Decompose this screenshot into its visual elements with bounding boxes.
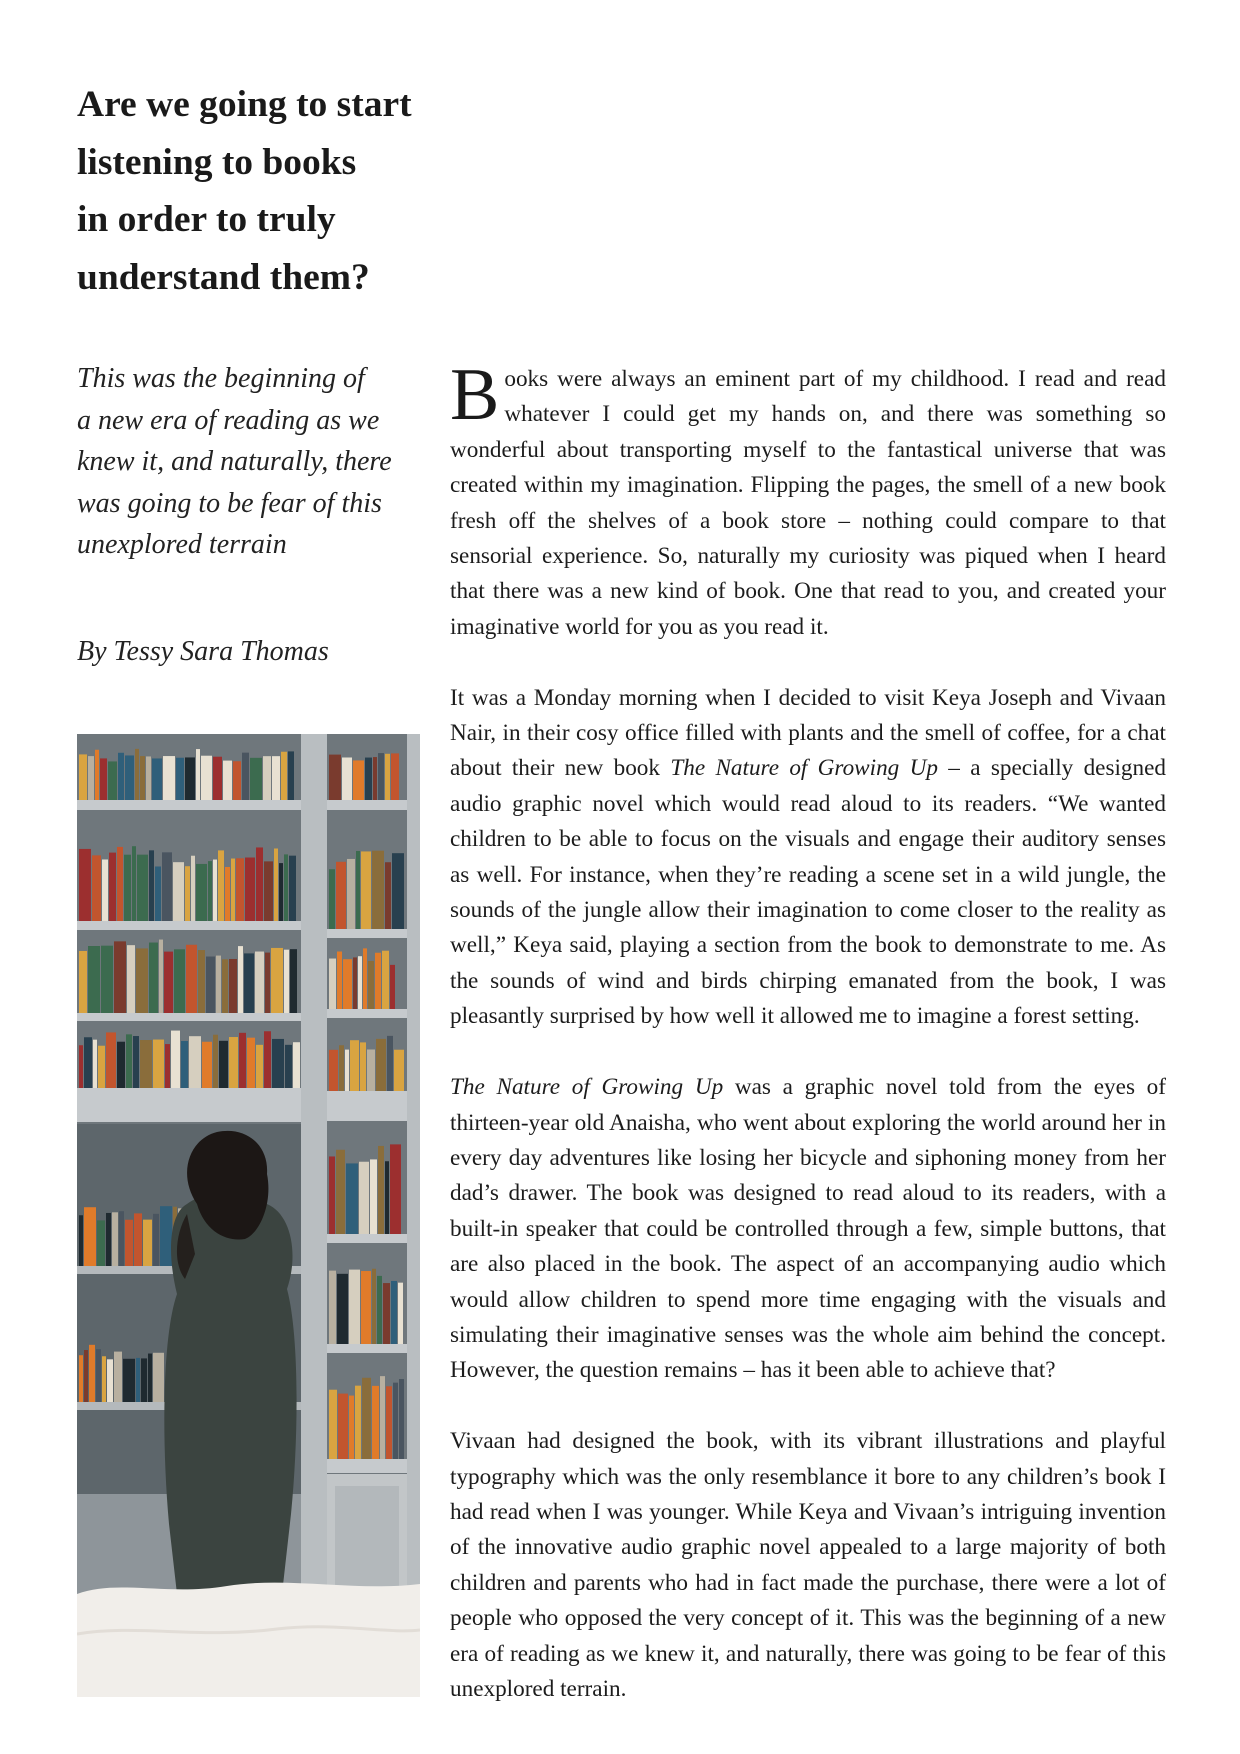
- bookshelf-photo: [77, 734, 420, 1697]
- article-headline: [77, 76, 477, 306]
- paragraph-3: [450, 1070, 1166, 1389]
- paragraph-1: [450, 354, 1166, 645]
- paragraph-4-text: Vivaan had designed the book, with its vibrant illustrations and playful typography which was the only resemblance it bore to any children’s book I had read when I was younger. While Keya and Vivaan’s intriguing invention of the innovative audio graphic novel appealed to a large majority of both children and parents who had in fact made the purchase, there were a lot of people who opposed the very concept of it. This was the beginning of a new era of reading as we knew it, and naturally, there was going to be fear of this unexplored terrain.: [450, 1428, 1166, 1702]
- paragraph-2: [450, 681, 1166, 1035]
- pull-quote-line: a new era of reading as we: [77, 404, 380, 436]
- article-body: [450, 354, 1166, 1743]
- author-byline: By Tessy Sara Thomas: [77, 636, 329, 667]
- paragraph-2-text-before: It was a Monday morning when I decided to visit Keya Joseph and Vivaan Nair, in their cosy office filled with plants and the smell of coffee, for a chat about their new book: [450, 684, 1166, 782]
- paragraph-3-text: was a graphic novel told from the eyes of thirteen-year old Anaisha, who went about exploring the world around her in every day adventures like losing her bicycle and siphoning money from her dad’s drawer. The book was designed to read aloud to its readers, with a built-in speaker that could be controlled through a few, simple buttons, that are also placed in the book. The aspect of an accompanying audio which would allow children to spend more time engaging with the visuals and simulating their imaginative senses was the whole aim behind the concept. However, the question remains – has it been able to achieve that?: [450, 1074, 1166, 1384]
- pull-quote: [77, 358, 427, 566]
- pull-quote-line: was going to be fear of this: [77, 487, 382, 519]
- headline-line: Are we going to start: [77, 84, 412, 125]
- paragraph-1-text: ooks were always an eminent part of my childhood. I read and read whatever I could get my hands on, and there was something so wonderful about transporting myself to the fantastical universe that was created within my imagination. Flipping the pages, the smell of a new book fresh off the shelves of a book store – nothing could compare to that sensorial experience. So, naturally my curiosity was piqued when I heard that there was a new kind of book. One that read to you, and created your imaginative world for you as you read it.: [450, 366, 1166, 640]
- bookshelf-illustration: [77, 734, 420, 1697]
- headline-line: understand them?: [77, 256, 370, 298]
- headline-line: in order to truly: [77, 199, 336, 240]
- headline-line: listening to books: [77, 141, 357, 183]
- pull-quote-line: This was the beginning of: [77, 363, 365, 394]
- drop-cap: B: [450, 354, 500, 436]
- pull-quote-line: unexplored terrain: [77, 529, 287, 560]
- paragraph-4: [450, 1424, 1166, 1707]
- paragraph-2-text-after: – a specially designed audio graphic novel which would read aloud to its readers. “We wanted children to be able to focus on the visuals and engage their auditory senses as well. For instance, when they’re reading a scene set in a wild jungle, the sounds of the jungle allow their imagination to come closer to the reality as well,” Keya said, playing a section from the book to demonstrate to me. As the sounds of wind and birds chirping emanated from the book, I was pleasantly surprised by how well it allowed me to imagine a forest setting.: [450, 755, 1166, 1030]
- book-title: The Nature of Growing Up: [450, 1074, 724, 1101]
- pull-quote-line: knew it, and naturally, there: [77, 446, 392, 477]
- book-title: The Nature of Growing Up: [670, 755, 938, 782]
